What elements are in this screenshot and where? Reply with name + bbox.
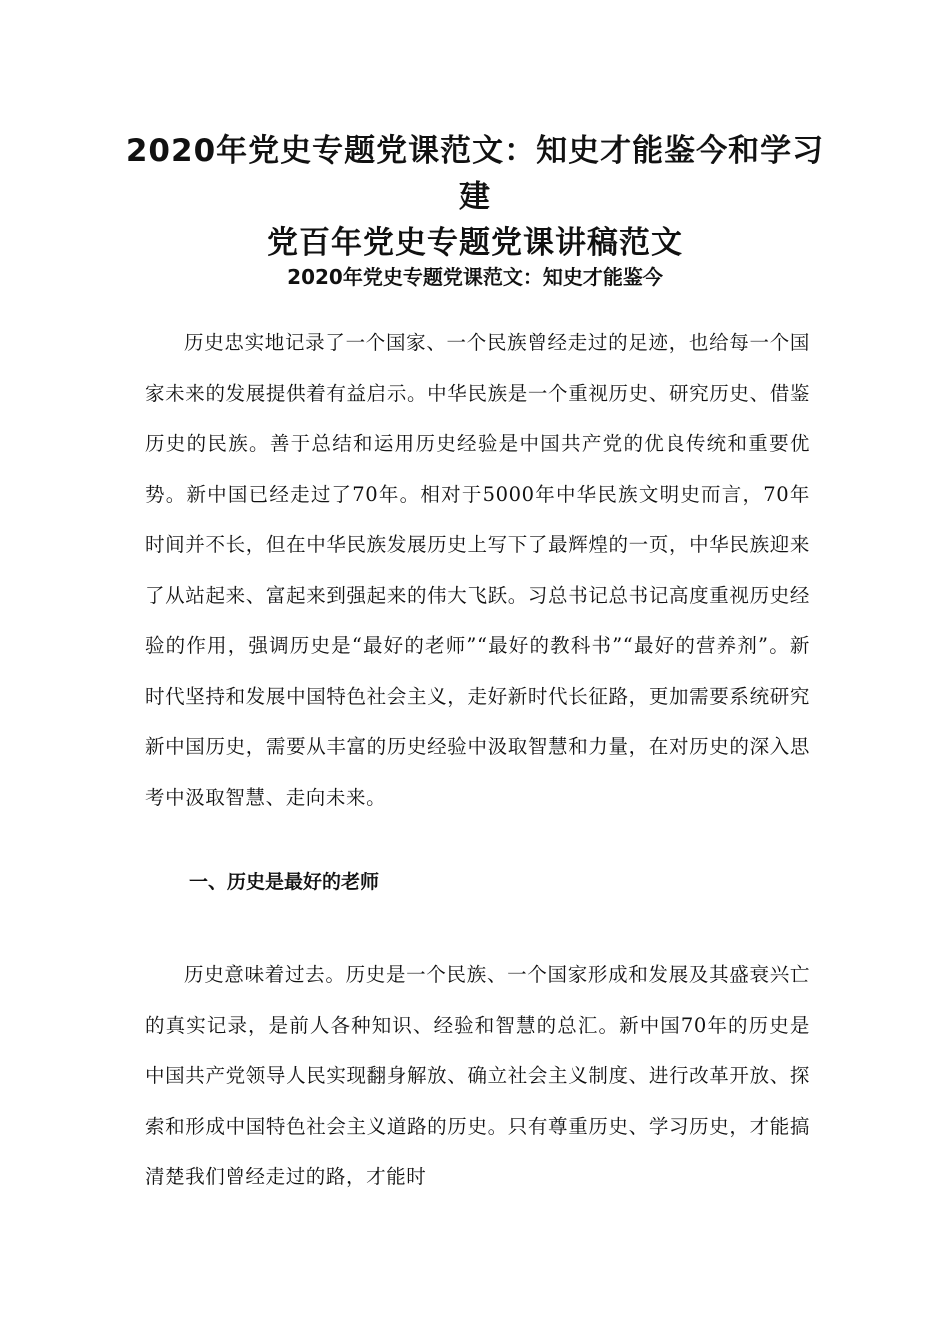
body-paragraph-1: 历史忠实地记录了一个国家、一个民族曾经走过的足迹，也给每一个国家未来的发展提供着有益启示。中华民族是一个重视历史、研究历史、借鉴历史的民族。善于总结和运用历史经验是中国共产党的优良传统和重要优势。新中国已经走过了70年。相对于5000年中华民族文明史而言，70年时间并不长，但在中华民族发展历史上写下了最辉煌的一页，中华民族迎来了从站起来、富起来到强起来的伟大飞跃。习总书记总书记高度重视历史经验的作用，强调历史是“最好的老师”“最好的教科书”“最好的营养剂”。新时代坚持和发展中国特色社会主义，走好新时代长征路，更加需要系统研究新中国历史，需要从丰富的历史经验中汲取智慧和力量，在对历史的深入思考中汲取智慧、走向未来。: [145, 331, 810, 809]
document-subtitle: 2020年党史专题党课范文：知史才能鉴今: [287, 265, 663, 289]
section-heading-1: 一、历史是最好的老师: [189, 871, 380, 893]
title-line-1: 2020年党史专题党课范文：知史才能鉴今和学习建: [125, 133, 825, 215]
document-title: [120, 128, 830, 266]
body-paragraph-2: 历史意味着过去。历史是一个民族、一个国家形成和发展及其盛衰兴亡的真实记录，是前人各种知识、经验和智慧的总汇。新中国70年的历史是中国共产党领导人民实现翻身解放、确立社会主义制度、进行改革开放、探索和形成中国特色社会主义道路的历史。只有尊重历史、学习历史，才能搞清楚我们曾经走过的路，才能时: [145, 963, 810, 1188]
title-line-2: 党百年党史专题党课讲稿范文: [267, 225, 683, 261]
